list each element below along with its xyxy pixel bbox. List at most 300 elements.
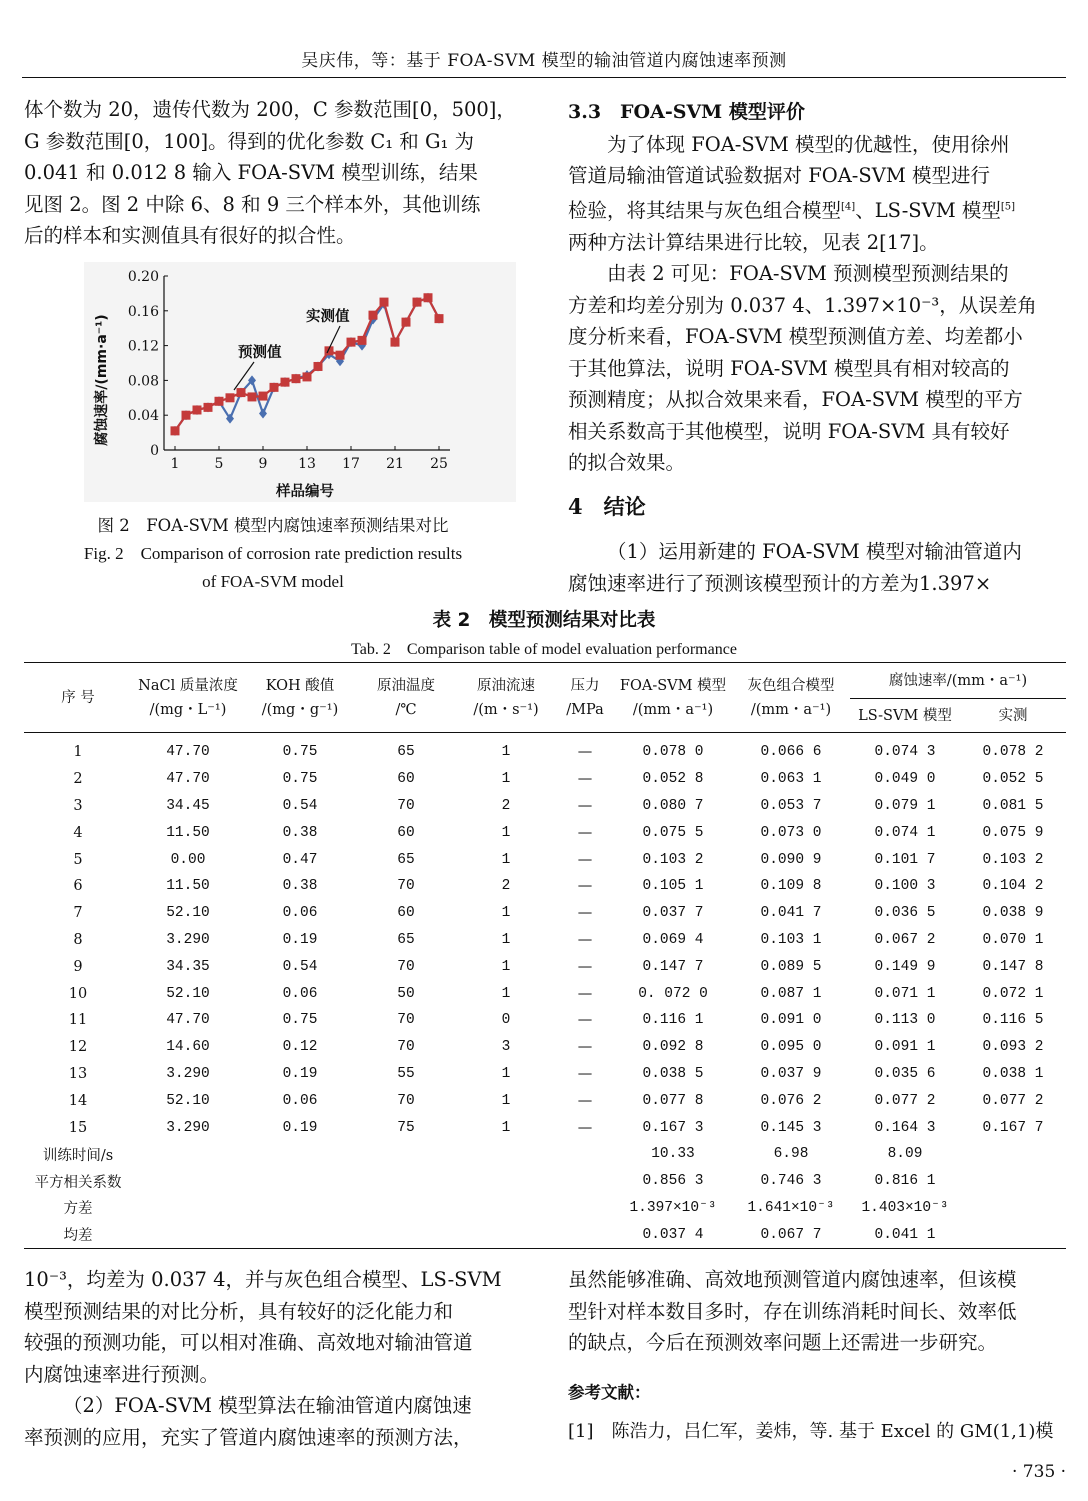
table-row <box>24 733 1066 766</box>
table-cell: 1 <box>501 1092 511 1109</box>
text-line: 于其他算法，说明 FOA-SVM 模型具有相对较高的 <box>568 356 1010 380</box>
x-tick-label: 5 <box>214 456 224 472</box>
table-cell: 1 <box>501 931 511 948</box>
table-row <box>24 846 1066 873</box>
table-cell: 0.037 9 <box>760 1065 822 1082</box>
table-cell: 0.053 7 <box>760 797 822 814</box>
table-cell <box>132 1195 244 1222</box>
table-cell: — <box>577 1065 593 1082</box>
table-cell: 6 <box>73 878 83 895</box>
predicted-label: 预测值 <box>238 345 282 361</box>
table-cell: 0.077 8 <box>642 1092 704 1109</box>
table-cell <box>456 1168 556 1195</box>
table-cell <box>356 1141 456 1168</box>
col-header-flow <box>456 663 556 733</box>
table-cell: — <box>577 1092 593 1109</box>
table-cell: 70 <box>397 1092 415 1109</box>
table-row <box>24 793 1066 820</box>
measured-point <box>435 314 444 323</box>
col-header-press <box>556 663 614 733</box>
hdr-text: 原油温度 <box>377 677 435 694</box>
y-tick-label: 0.20 <box>127 269 159 285</box>
measured-point <box>402 318 411 327</box>
table-cell <box>244 1195 356 1222</box>
table-cell: — <box>577 797 593 814</box>
table-cell: 13 <box>68 1065 88 1082</box>
table-cell: 0.38 <box>282 824 318 841</box>
table-cell: 11 <box>68 1012 88 1029</box>
measured-point <box>413 298 422 307</box>
y-tick-label: 0 <box>150 443 159 459</box>
table-cell: 0.052 8 <box>642 771 704 788</box>
table-cell: 0.147 7 <box>642 958 704 975</box>
table-cell: 1 <box>501 1119 511 1136</box>
table-cell: 0.75 <box>282 744 318 761</box>
text-line: 率预测的应用，充实了管道内腐蚀速率的预测方法， <box>24 1425 473 1449</box>
text-line: 后的样本和实测值具有很好的拟合性。 <box>24 224 356 247</box>
table-cell: 47.70 <box>166 744 210 761</box>
table-cell: 0.095 0 <box>760 1039 822 1056</box>
table-cell: 2 <box>73 771 83 788</box>
table-cell: — <box>577 824 593 841</box>
table-cell: 14 <box>68 1092 88 1109</box>
hdr-text: 灰色组合模型 <box>747 677 835 694</box>
table-cell: 5 <box>73 851 83 868</box>
table-cell: 4 <box>73 824 83 841</box>
table-cell <box>132 1221 244 1248</box>
table-cell: 0.38 <box>282 878 318 895</box>
table-row <box>24 953 1066 980</box>
table-cell: 0.075 5 <box>642 824 704 841</box>
table-cell: 1 <box>501 1065 511 1082</box>
table-cell: 15 <box>68 1119 88 1136</box>
table-row <box>24 766 1066 793</box>
measured-point <box>336 351 345 360</box>
summary-label: 平方相关系数 <box>34 1174 122 1191</box>
table-cell: 0.147 8 <box>982 958 1044 975</box>
table-cell <box>132 1168 244 1195</box>
table-cell <box>556 1168 614 1195</box>
table-cell: 47.70 <box>166 771 210 788</box>
table-cell: 0.816 1 <box>874 1173 936 1190</box>
text-line: 虽然能够准确、高效地预测管道内腐蚀速率，但该模 <box>568 1268 1017 1291</box>
predicted-point <box>259 408 267 418</box>
table-cell: 0.54 <box>282 797 318 814</box>
table-cell: 3 <box>501 1039 511 1056</box>
measured-point <box>369 311 378 320</box>
table-cell: 47.70 <box>166 1012 210 1029</box>
measured-label: 实测值 <box>306 309 350 325</box>
measured-point <box>171 426 180 435</box>
text-line: 度分析来看，FOA-SVM 模型预测值方差、均差都小 <box>568 325 1023 348</box>
table-cell: 10 <box>68 985 88 1002</box>
table-row <box>24 1007 1066 1034</box>
table-cell: 0.038 1 <box>982 1065 1044 1082</box>
table-cell: 0.078 2 <box>982 744 1044 761</box>
measured-point <box>380 298 389 307</box>
table-row <box>24 900 1066 927</box>
table-cell <box>960 1195 1066 1222</box>
summary-label: 方差 <box>63 1201 93 1218</box>
table-cell <box>356 1221 456 1248</box>
table-cell: 70 <box>397 797 415 814</box>
table-cell: 0.036 5 <box>874 905 936 922</box>
table-cell <box>356 1195 456 1222</box>
table-cell: 0.856 3 <box>642 1173 704 1190</box>
table-cell: 10.33 <box>651 1146 695 1163</box>
x-tick-label: 17 <box>342 456 360 472</box>
hdr-unit: /(mm・a⁻¹) <box>750 701 832 718</box>
table-row <box>24 980 1066 1007</box>
table-cell: 52.10 <box>166 905 210 922</box>
reference-1: [1] 陈浩力，吕仁军，姜炜，等. 基于 Excel 的 GM(1,1)模 <box>568 1420 1054 1442</box>
table-cell: 0.091 0 <box>760 1012 822 1029</box>
summary-row <box>24 1195 1066 1222</box>
table-cell <box>244 1168 356 1195</box>
table-cell <box>960 1221 1066 1248</box>
measured-point <box>259 392 268 401</box>
x-tick-label: 25 <box>430 456 448 472</box>
table-cell: 0 <box>501 1012 511 1029</box>
table-cell: 0.06 <box>282 905 318 922</box>
header-rule <box>22 77 1066 78</box>
table-cell: 0.038 5 <box>642 1065 704 1082</box>
table-cell <box>456 1221 556 1248</box>
table-cell: 0.041 1 <box>874 1226 936 1243</box>
hdr-unit: /MPa <box>566 701 604 718</box>
table-cell: 0.080 7 <box>642 797 704 814</box>
table-cell: 1.641×10⁻³ <box>747 1200 835 1217</box>
table-cell: 1.403×10⁻³ <box>861 1200 949 1217</box>
table-cell <box>132 1141 244 1168</box>
references-title: 参考文献： <box>568 1382 651 1402</box>
y-tick-label: 0.12 <box>127 338 159 355</box>
table-cell: 0.069 4 <box>642 931 704 948</box>
table-cell: 34.35 <box>166 958 210 975</box>
measured-point <box>270 383 279 392</box>
table-title <box>0 606 1088 659</box>
text-line: 10⁻³，均差为 0.037 4，并与灰色组合模型、LS-SVM <box>24 1268 502 1291</box>
table-cell: 0.164 3 <box>874 1119 936 1136</box>
table-cell: 0.049 0 <box>874 771 936 788</box>
table-cell: 0.54 <box>282 958 318 975</box>
table-title-en: Tab. 2 Comparison table of model evaluation performance <box>351 641 737 658</box>
predicted-pointer <box>234 362 254 390</box>
line-chart <box>84 262 516 502</box>
hdr-unit: /(mm・a⁻¹) <box>632 701 714 718</box>
left-bottom-text <box>24 1264 522 1453</box>
table-cell: 0.113 0 <box>874 1012 936 1029</box>
table-cell: 0.091 1 <box>874 1039 936 1056</box>
text-line: 腐蚀速率进行了预测该模型预计的方差为1.397× <box>568 571 992 595</box>
measured-point <box>347 338 356 347</box>
table-cell: 0.081 5 <box>982 797 1044 814</box>
col-header-seq: 序 号 <box>61 689 95 706</box>
text-line: 内腐蚀速率进行预测。 <box>24 1362 220 1386</box>
measured-point <box>204 403 213 412</box>
y-axis-label: 腐蚀速率/(mm·a⁻¹) <box>94 314 110 446</box>
summary-row <box>24 1168 1066 1195</box>
table-cell: — <box>577 851 593 868</box>
data-table <box>24 662 1066 1249</box>
table-cell: 0.109 8 <box>760 878 822 895</box>
table-cell: 14.60 <box>166 1039 210 1056</box>
table-cell: 0.090 9 <box>760 851 822 868</box>
measured-point <box>248 392 257 401</box>
table-cell: 1 <box>501 824 511 841</box>
table-cell: 0.074 3 <box>874 744 936 761</box>
table-cell: 52.10 <box>166 1092 210 1109</box>
table-cell: 1 <box>501 985 511 1002</box>
hdr-unit: /(mg・L⁻¹) <box>149 701 227 718</box>
table-cell <box>356 1168 456 1195</box>
text-line: 见图 2。图 2 中除 6、8 和 9 三个样本外，其他训练 <box>24 192 481 216</box>
table-cell: 0.070 1 <box>982 931 1044 948</box>
left-top-text <box>24 94 522 252</box>
table-cell: 0.06 <box>282 985 318 1002</box>
table-cell <box>960 1168 1066 1195</box>
table-cell: — <box>577 771 593 788</box>
col-header-rate-group: 腐蚀速率/(mm・a⁻¹) <box>850 663 1066 699</box>
table-cell <box>556 1141 614 1168</box>
table-cell: 0.037 7 <box>642 905 704 922</box>
table-cell: 0.100 3 <box>874 878 936 895</box>
x-tick-label: 1 <box>170 456 180 472</box>
hdr-text: KOH 酸值 <box>265 677 335 694</box>
table-cell: 0.145 3 <box>760 1119 822 1136</box>
measured-point <box>292 374 301 383</box>
table-cell: 0.75 <box>282 1012 318 1029</box>
table-cell: 1 <box>501 958 511 975</box>
hdr-text: FOA-SVM 模型 <box>619 677 727 694</box>
table-row <box>24 873 1066 900</box>
table-cell: 0.19 <box>282 1065 318 1082</box>
text-line: （2）FOA-SVM 模型算法在输油管道内腐蚀速 <box>63 1394 472 1417</box>
table-cell: 0.75 <box>282 771 318 788</box>
table-cell: 0.167 7 <box>982 1119 1044 1136</box>
caption-en-1: Fig. 2 Comparison of corrosion rate prediction results <box>83 544 463 563</box>
table-cell: 0.12 <box>282 1039 318 1056</box>
table-cell: 1 <box>501 851 511 868</box>
table-cell: 2 <box>501 797 511 814</box>
table-cell: 2 <box>501 878 511 895</box>
table-cell: 0.101 7 <box>874 851 936 868</box>
y-tick-label: 0.08 <box>127 373 159 390</box>
table-cell: 0.075 9 <box>982 824 1044 841</box>
text-line: G 参数范围[0，100]。得到的优化参数 C₁ 和 G₁ 为 <box>24 129 475 153</box>
x-tick-label: 21 <box>386 456 404 472</box>
measured-point <box>303 372 312 381</box>
table-cell: — <box>577 1119 593 1136</box>
measured-point <box>424 293 433 302</box>
measured-point <box>391 338 400 347</box>
hdr-unit: /℃ <box>395 701 417 718</box>
hdr-text: NaCl 质量浓度 <box>138 677 238 694</box>
table-cell: 0.073 0 <box>760 824 822 841</box>
measured-point <box>193 405 202 414</box>
table-cell: 0.079 1 <box>874 797 936 814</box>
table-cell <box>960 1141 1066 1168</box>
table-cell: 70 <box>397 1012 415 1029</box>
table-cell: 0.47 <box>282 851 318 868</box>
table-cell: 8 <box>73 931 83 948</box>
table-body <box>24 733 1066 1249</box>
table-cell: 0.092 8 <box>642 1039 704 1056</box>
text-line: 模型预测结果的对比分析，具有较好的泛化能力和 <box>24 1299 454 1323</box>
table-cell: 0.067 2 <box>874 931 936 948</box>
table-cell: 0.066 6 <box>760 744 822 761</box>
table-cell: 1 <box>501 744 511 761</box>
table-cell: 0.089 5 <box>760 958 822 975</box>
table-cell: 50 <box>397 985 415 1002</box>
text-line: 相关系数高于其他模型，说明 FOA-SVM 具有较好 <box>568 419 1010 443</box>
table-cell: 9 <box>73 958 83 975</box>
caption-cn: 图 2 FOA-SVM 模型内腐蚀速率预测结果对比 <box>97 516 449 535</box>
table-cell: 0. 072 0 <box>638 985 708 1002</box>
caption-en-2: of FOA-SVM model <box>202 572 344 591</box>
measured-point <box>281 378 290 387</box>
table-cell: 0.19 <box>282 931 318 948</box>
table-cell: 8.09 <box>887 1146 923 1163</box>
table-cell: — <box>577 905 593 922</box>
table-cell: 0.087 1 <box>760 985 822 1002</box>
table-cell: 0.076 2 <box>760 1092 822 1109</box>
table-cell: 1 <box>501 771 511 788</box>
col-header-lssvm: LS-SVM 模型 <box>858 707 952 724</box>
text-line: 的缺点，今后在预测效率问题上还需进一步研究。 <box>568 1331 998 1354</box>
table-cell <box>456 1141 556 1168</box>
col-header-koh <box>244 663 356 733</box>
table-cell: 3.290 <box>166 1119 210 1136</box>
table-cell: 0.167 3 <box>642 1119 704 1136</box>
table-cell <box>244 1141 356 1168</box>
x-tick-label: 13 <box>298 456 316 472</box>
figure-2 <box>84 262 516 502</box>
summary-row <box>24 1221 1066 1248</box>
table-cell: 52.10 <box>166 985 210 1002</box>
table-cell: 60 <box>397 771 415 788</box>
col-header-measured: 实测 <box>998 707 1028 724</box>
y-tick-label: 0.04 <box>127 408 159 425</box>
table-cell: 0.103 2 <box>982 851 1044 868</box>
table-cell: — <box>577 958 593 975</box>
table-cell <box>456 1195 556 1222</box>
table-cell: 0.104 2 <box>982 878 1044 895</box>
table-cell: 0.149 9 <box>874 958 936 975</box>
text-line: 为了体现 FOA-SVM 模型的优越性，使用徐州 <box>607 132 1010 156</box>
table-cell: 0.038 9 <box>982 905 1044 922</box>
x-tick-label: 9 <box>258 456 268 472</box>
measured-point <box>182 411 191 420</box>
table-cell: 0.037 4 <box>642 1226 704 1243</box>
summary-row <box>24 1141 1066 1168</box>
text-line: 管道局输油管道试验数据对 FOA-SVM 模型进行 <box>568 164 990 187</box>
figure-caption <box>24 512 522 596</box>
table-cell: 6.98 <box>773 1146 809 1163</box>
table-cell: — <box>577 1012 593 1029</box>
table-cell: 65 <box>397 931 415 948</box>
table-cell: 0.077 2 <box>982 1092 1044 1109</box>
measured-point <box>215 397 224 406</box>
table-cell: 70 <box>397 958 415 975</box>
table-cell: — <box>577 985 593 1002</box>
table-cell: 60 <box>397 824 415 841</box>
text-line: 0.041 和 0.012 8 输入 FOA-SVM 模型训练，结果 <box>24 161 478 184</box>
table-cell: 0.072 1 <box>982 985 1044 1002</box>
table-cell: 0.19 <box>282 1119 318 1136</box>
table-row <box>24 1034 1066 1061</box>
table-cell: 0.063 1 <box>760 771 822 788</box>
y-tick-label: 0.16 <box>127 303 159 320</box>
measured-point <box>226 393 235 402</box>
table-cell <box>556 1221 614 1248</box>
col-header-grey <box>732 663 850 733</box>
table-cell: 0.078 0 <box>642 744 704 761</box>
table-cell: 1 <box>73 744 83 761</box>
table-title-cn: 表 2 模型预测结果对比表 <box>432 610 656 631</box>
hdr-text: 原油流速 <box>477 677 535 694</box>
section-3-3-title: 3.3 FOA-SVM 模型评价 <box>568 101 805 123</box>
table-cell: 3.290 <box>166 931 210 948</box>
hdr-unit: /(mg・g⁻¹) <box>261 701 339 718</box>
text-line <box>568 192 1066 227</box>
running-header: 吴庆伟，等：基于 FOA-SVM 模型的输油管道内腐蚀速率预测 <box>301 51 787 71</box>
table-cell: — <box>577 931 593 948</box>
col-header-foa <box>614 663 732 733</box>
summary-label: 均差 <box>63 1228 93 1245</box>
measured-point <box>314 362 323 371</box>
col-header-temp <box>356 663 456 733</box>
table-2 <box>24 662 1066 1249</box>
table-cell: 7 <box>73 905 83 922</box>
table-cell: 0.074 1 <box>874 824 936 841</box>
table-cell: 0.077 2 <box>874 1092 936 1109</box>
text-line: 由表 2 可见：FOA-SVM 预测模型预测结果的 <box>607 262 1009 285</box>
table-row <box>24 1087 1066 1114</box>
table-cell: 0.041 7 <box>760 905 822 922</box>
section-4-title: 4 结论 <box>568 493 646 519</box>
table-cell: 12 <box>68 1039 88 1056</box>
table-cell: 0.052 5 <box>982 771 1044 788</box>
table-cell: 0.093 2 <box>982 1039 1044 1056</box>
text-line: 的拟合效果。 <box>568 451 686 474</box>
table-row <box>24 927 1066 954</box>
table-cell: — <box>577 1039 593 1056</box>
hdr-unit: /(m・s⁻¹) <box>473 701 539 718</box>
table-cell: — <box>577 878 593 895</box>
table-cell: 0.00 <box>170 851 206 868</box>
table-cell: 0.105 1 <box>642 878 704 895</box>
text-line: 两种方法计算结果进行比较，见表 2[17]。 <box>568 230 939 254</box>
table-row <box>24 819 1066 846</box>
table-cell: 0.06 <box>282 1092 318 1109</box>
table-cell: 0.103 1 <box>760 931 822 948</box>
text-line-with-refs: 检验，将其结果与灰色组合模型[4]、LS-SVM 模型[5] <box>568 199 1016 222</box>
table-cell: 70 <box>397 878 415 895</box>
table-cell: 11.50 <box>166 824 210 841</box>
text-line: 较强的预测功能，可以相对准确、高效地对输油管道 <box>24 1331 473 1354</box>
table-cell: 34.45 <box>166 797 210 814</box>
right-bottom-text <box>568 1264 1066 1443</box>
table-cell: 65 <box>397 744 415 761</box>
table-row <box>24 1061 1066 1088</box>
col-header-nacl <box>132 663 244 733</box>
text-line: 预测精度；从拟合效果来看，FOA-SVM 模型的平方 <box>568 388 1023 411</box>
page-number: · 735 · <box>1012 1462 1067 1482</box>
table-cell: 11.50 <box>166 878 210 895</box>
table-cell: 0.116 5 <box>982 1012 1044 1029</box>
table-cell: 70 <box>397 1039 415 1056</box>
